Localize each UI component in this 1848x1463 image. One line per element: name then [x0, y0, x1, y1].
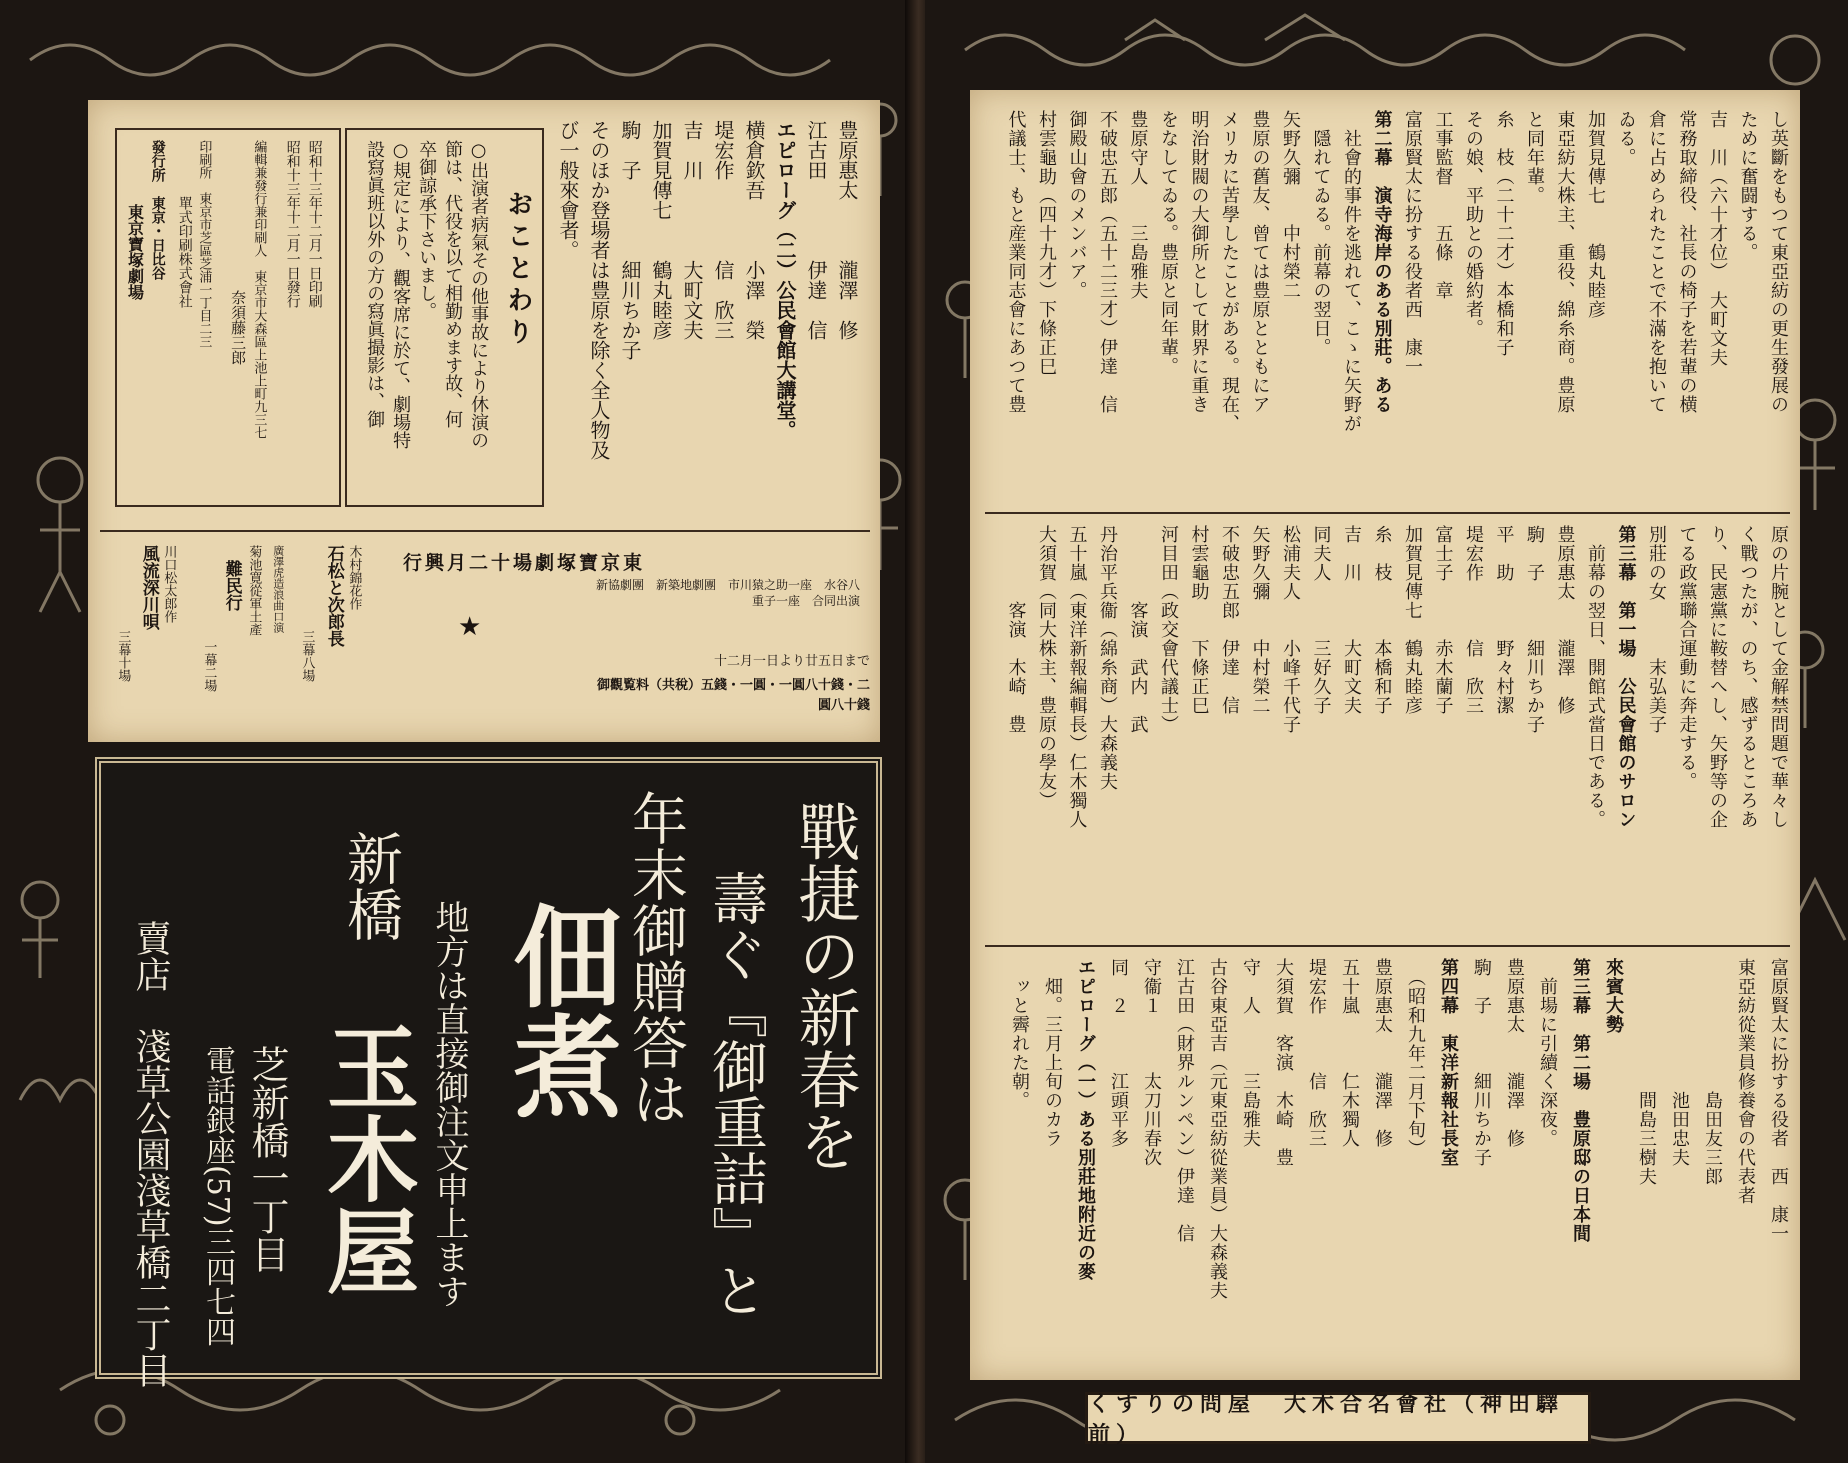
- cast-column: 明治財閥の大御所として財界に重き: [1188, 110, 1210, 414]
- cast-column: 社會的事件を逃れて、こゝに矢野が: [1341, 110, 1362, 433]
- cast-column: 駒 子 細川ちか子: [1524, 525, 1545, 734]
- cast-column: 前幕の翌日、開館式當日である。: [1585, 525, 1606, 829]
- cast-column: り、民憲黨に鞍替へし、矢野等の企: [1707, 525, 1728, 829]
- cast-columns: [556, 120, 860, 530]
- cast-column: 糸 枝（二十二才）本橋和子: [1493, 110, 1515, 357]
- ad-text: 年末御贈答は: [623, 790, 688, 1126]
- colophon-line: 印刷所 東京市芝區芝浦一丁目二三: [196, 140, 212, 348]
- cast-column: 五十嵐 仁木獨人: [1339, 958, 1360, 1148]
- cast-column: 倉に占められたことで不滿を抱いて: [1646, 110, 1667, 414]
- cast-column: 矢野久彌 中村榮二: [1249, 525, 1271, 715]
- cast-column: 河目田（政交會代議士）: [1158, 525, 1179, 734]
- cast-column: 駒 子 細川ちか子: [1471, 958, 1492, 1167]
- cast-column: 糸 枝 本橋和子: [1371, 525, 1393, 715]
- cast-column: 間島三樹夫: [1636, 958, 1657, 1186]
- notice-line: ○規定により、觀客席に於て、劇場特: [390, 140, 412, 449]
- middle-cast-block: [980, 525, 1790, 925]
- play-title: 難民行: [221, 560, 242, 611]
- cast-column: 客演 武内 武: [1127, 525, 1149, 734]
- cast-column: 松浦夫人 小峰千代子: [1280, 525, 1301, 734]
- cast-column: 第二幕 演寺海岸のある別莊。ある: [1371, 110, 1393, 414]
- cast-line: 吉 川 大町文夫: [680, 120, 704, 340]
- cast-column: 守 人 三島雅夫: [1240, 958, 1261, 1148]
- cast-column: 客演 木崎 豊: [1005, 525, 1027, 734]
- cast-column: ッと霽れた朝。: [1009, 958, 1030, 1110]
- cast-column: ゐる。: [1615, 110, 1637, 167]
- notice-line: ○出演者病氣その他事故により休演の: [468, 140, 490, 449]
- cast-column: その娘、平助との婚約者。: [1463, 110, 1484, 338]
- notice-line: 卒御諒承下さいまし。: [416, 140, 438, 320]
- colophon-line: 發行所 東京・日比谷: [149, 140, 166, 280]
- cast-column: 東亞紡從業員修養會の代表者: [1735, 958, 1756, 1205]
- ad-text: 新橋: [338, 830, 403, 942]
- cast-column: 吉 川（六十才位） 大町文夫: [1707, 110, 1728, 367]
- ad-text: 電話銀座(57)三四七四: [200, 1045, 235, 1347]
- cast-column: 加賀見傳七 鶴丸睦彦: [1585, 110, 1606, 319]
- cast-column: 五十嵐（東洋新報編輯長）仁木獨人: [1066, 525, 1088, 829]
- cast-column: と同年輩。: [1524, 110, 1545, 205]
- bottom-cast-block: [980, 958, 1790, 1318]
- cast-column: 吉 川 大町文夫: [1341, 525, 1362, 715]
- cast-column: 同夫人 三好久子: [1310, 525, 1332, 715]
- cast-column: 同 ２ 江頭平多: [1108, 958, 1129, 1148]
- cast-column: 豊原惠太 瀧澤 修: [1372, 958, 1393, 1148]
- notice-heading: おことわり: [502, 190, 533, 350]
- cast-column: し英斷をもつて東亞紡の更生發展の: [1768, 110, 1789, 414]
- program-troupes-text: 新協劇團 新築地劇團 市川猿之助一座 水谷八重子一座 合同出演: [595, 578, 860, 608]
- cast-column: 堤宏作 信 欣三: [1306, 958, 1327, 1148]
- cast-column: 原の片腕として金解禁問題で華々し: [1768, 525, 1789, 829]
- cast-column: 不破忠五郎 伊達 信: [1219, 525, 1240, 715]
- program-dates: 十二月一日より廿五日まで: [713, 654, 870, 669]
- cast-column: 第三幕 第一場 公民會館のサロン: [1615, 525, 1637, 829]
- cast-column: 豊原惠太 瀧澤 修: [1504, 958, 1525, 1148]
- ad-text: 戰捷の新春を: [788, 800, 861, 1172]
- cast-column: 來賓大勢: [1603, 958, 1624, 1034]
- play-author: 川口松太郎作: [161, 545, 177, 623]
- section-divider: [985, 512, 1790, 514]
- cast-column: 池田忠夫: [1669, 958, 1690, 1167]
- cast-column: エピローグ（一）ある別莊地附近の麥: [1075, 958, 1096, 1281]
- cast-column: 常務取締役、社長の椅子を若輩の横: [1676, 110, 1698, 414]
- cast-column: 矢野久彌 中村榮二: [1280, 110, 1301, 300]
- play-author: 木村錦花作: [346, 545, 362, 610]
- cast-column: 江古田（財界ルンペン）伊達 信: [1174, 958, 1195, 1243]
- cast-column: （昭和九年二月下旬）: [1405, 958, 1426, 1158]
- cast-column: 豊原の舊友、曾ては豊原とともにア: [1249, 110, 1271, 414]
- cast-column: く戰つたが、のち、感ずるところあ: [1737, 525, 1759, 829]
- colophon-line: 奈須藤三郎: [229, 140, 248, 365]
- cast-column: 不破忠五郎（五十二三才）伊達 信: [1097, 110, 1118, 414]
- play-acts: 三幕八場: [299, 630, 315, 682]
- footer-advert-banner: くすりの問屋 大木合名會社（神田驛前）: [1085, 1392, 1591, 1444]
- notice-line: 節は、代役を以て相勤めます故、何: [442, 140, 464, 428]
- cast-column: 隱れてゐる。前幕の翌日。: [1310, 110, 1332, 357]
- cast-column: 前場に引續く深夜。: [1537, 958, 1558, 1148]
- cast-column: 大須賀 客演 木崎 豊: [1273, 958, 1294, 1167]
- cast-column: 代議士、もと産業同志會にあつて豊: [1005, 110, 1027, 414]
- cast-column: てる政黨聯合運動に奔走する。: [1676, 525, 1698, 791]
- cast-column: 村雲龜助（四十九才）下條正巳: [1036, 110, 1057, 376]
- cast-column: 別莊の女 末弘美子: [1646, 525, 1667, 734]
- cast-line: び一般來會者。: [556, 120, 580, 260]
- cast-column: 富原賢太に扮する役者西 康一: [1402, 110, 1423, 376]
- cast-column: 大須賀（同大株主、豊原の學友）: [1036, 525, 1057, 810]
- ad-text: 壽ぐ『御重詰』と: [703, 870, 768, 1318]
- cast-column: 豊原惠太 瀧澤 修: [1554, 525, 1576, 715]
- cast-line: 江古田 伊達 信: [804, 120, 828, 340]
- ad-text: 地方は直接御注文申上ます: [429, 900, 469, 1308]
- ad-text: 賣店 淺草公園淺草橋二丁目: [130, 920, 171, 1388]
- cast-column: 第三幕 第二場 豊原邸の日本間: [1570, 958, 1591, 1243]
- cast-line: そのほか登場者は豊原を除く全人物及: [587, 120, 611, 460]
- top-cast-block: [980, 110, 1790, 510]
- ad-text: 芝新橋一丁目: [245, 1045, 289, 1273]
- cast-column: 御殿山會のメンバア。: [1066, 110, 1088, 300]
- cast-column: 守衞１ 太刀川春次: [1141, 958, 1162, 1167]
- cast-column: をなしてゐる。豊原と同年輩。: [1158, 110, 1179, 376]
- colophon-line: 單式印刷株式會社: [176, 140, 193, 308]
- cast-column: ために奮闘する。: [1737, 110, 1759, 262]
- play-note: 廣澤虎造浪曲口演: [271, 545, 285, 633]
- cast-column: 加賀見傳七 鶴丸睦彦: [1402, 525, 1423, 715]
- cast-column: 第四幕 東洋新報社長室: [1438, 958, 1459, 1167]
- colophon-line: 編輯兼發行兼印刷人 東京市大森區上池上町九三七: [251, 140, 267, 439]
- play-acts: 三幕十場: [115, 630, 131, 682]
- colophon-line: 昭和十三年十二月一日印刷: [306, 140, 323, 308]
- cast-line: 横倉欽吾 小澤 榮: [742, 120, 766, 340]
- cast-line: 加賀見傳七 鶴丸睦彦: [649, 120, 673, 340]
- cast-column: 村雲龜助 下條正巳: [1188, 525, 1210, 715]
- cast-line: エピローグ（二）公民會館大講堂。: [773, 120, 797, 440]
- play-author: 菊池寛從軍土產: [246, 545, 262, 636]
- section-divider: [100, 530, 870, 532]
- cast-column: 丹治平兵衞（綿糸商）大森義夫: [1097, 525, 1118, 791]
- cast-line: 豊原惠太 瀧澤 修: [835, 120, 859, 340]
- cast-column: 堤宏作 信 欣三: [1463, 525, 1484, 715]
- cast-column: メリカに苦學したことがある。現在、: [1219, 110, 1240, 433]
- notice-line: 設寫眞班以外の方の寫眞撮影は、御: [364, 140, 386, 428]
- cast-column: 古谷東亞吉（元東亞紡從業員）大森義夫: [1207, 958, 1228, 1300]
- cast-column: 島田友三郎: [1702, 958, 1723, 1186]
- colophon-line: 東京寶塚劇場: [125, 140, 145, 300]
- cast-column: 工事監督 五條 章: [1432, 110, 1454, 300]
- cast-column: 東亞紡大株主、重役、綿糸商。豊原: [1554, 110, 1576, 414]
- colophon-line: 昭和十三年十二月一日發行: [284, 140, 301, 308]
- cast-line: 駒 子 細川ちか子: [618, 120, 642, 360]
- right-page: [925, 0, 1848, 1463]
- cast-column: 富士子 赤木蘭子: [1432, 525, 1454, 715]
- cast-column: 平 助 野々村潔: [1493, 525, 1515, 715]
- play-acts: 一幕二場: [201, 640, 217, 692]
- ad-text: 佃煮: [495, 900, 624, 1120]
- cast-line: 堤宏作 信 欣三: [711, 120, 735, 340]
- cast-column: 豊原守人 三島雅夫: [1127, 110, 1149, 300]
- program-troupes-box: [590, 578, 860, 609]
- section-divider: [985, 945, 1790, 947]
- ad-text: 玉木屋: [312, 1020, 420, 1296]
- play-title: 風流深川唄: [138, 545, 159, 630]
- program-prices: 御觀覧料（共稅）五錢・一圓・一圓八十錢・二圓八十錢: [596, 678, 870, 713]
- cast-column: 富原賢太に扮する役者 西 康一: [1768, 958, 1789, 1243]
- program-title: 東京寶塚劇場十二月興行: [402, 552, 645, 574]
- cast-column: 畑。三月上旬のカラ: [1042, 958, 1063, 1148]
- star-mark: ★: [458, 612, 482, 642]
- play-title: 石松と次郎長: [323, 545, 344, 647]
- left-page: [0, 0, 915, 1463]
